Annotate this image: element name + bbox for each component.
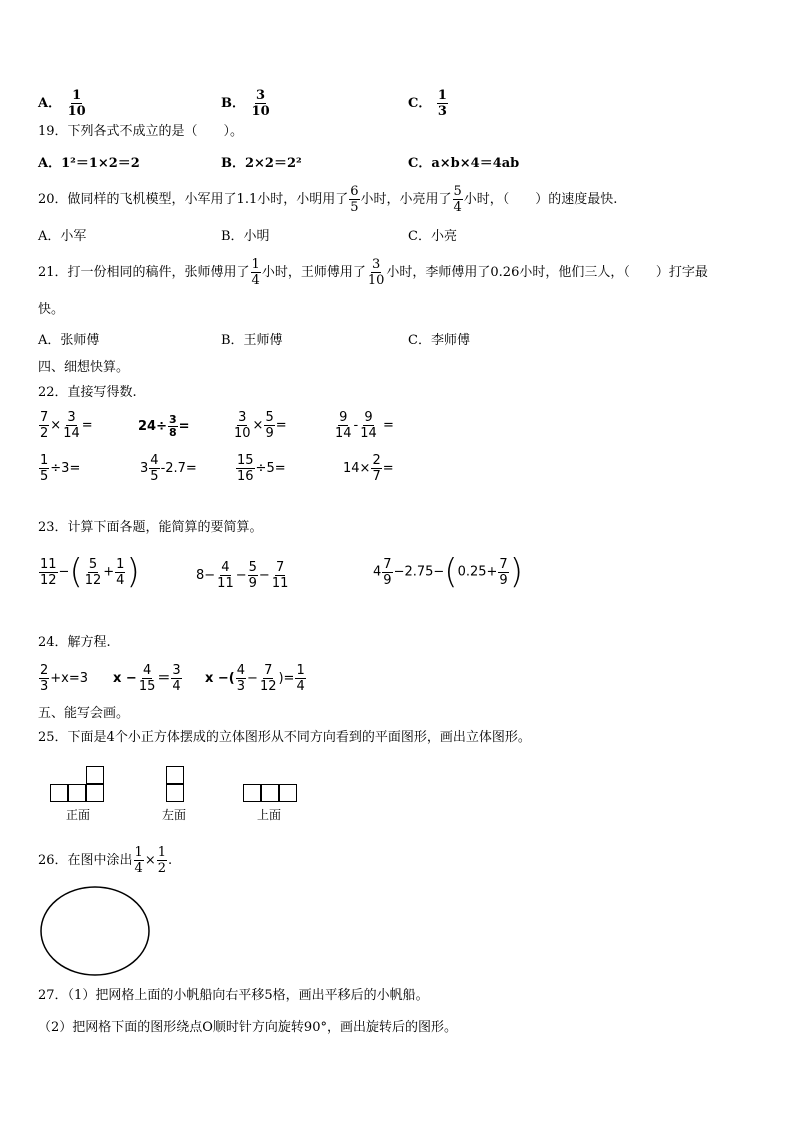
q27-part-2: （2）把网格下面的图形绕点O顺时针方向旋转90°，画出旋转后的图形。 xyxy=(38,1020,457,1035)
q22-stem: 22．直接写得数. xyxy=(38,385,137,400)
q22-expr-4: $\frac{9}{14}$ - $\frac{9}{14}$ = xyxy=(335,410,394,441)
q19-option-a: A．1²＝1×2＝2 xyxy=(38,156,140,171)
q27-part-1: 27．（1）把网格上面的小帆船向右平移5格，画出平移后的小帆船。 xyxy=(38,988,429,1003)
circle-figure xyxy=(38,885,154,979)
q24-eq-2: x − $\frac{4}{15}$ ＝ $\frac{3}{4}$ xyxy=(113,663,181,694)
q24-eq-1: $\frac{2}{3}$ +x=3 xyxy=(40,663,89,694)
q21-fraction-1: $\frac{1}{4}$ xyxy=(251,257,260,288)
section-4-heading: 四、细想快算。 xyxy=(38,360,130,375)
q19-option-b: B．2×2＝2² xyxy=(221,156,302,171)
left-view-caption: 左面 xyxy=(162,808,187,822)
q21-stem: 21．打一份相同的稿件，张师傅用了 $\frac{1}{4}$ 小时，王师傅用了 $\frac{3}{10}$ 小时，李师傅用了0.26小时，他们三人，（ ）打字最 xyxy=(38,257,708,288)
q18-c-fraction: $\frac{1}{3}$ xyxy=(437,88,447,119)
q23-expr-3: 4 $\frac{7}{9}$ −2.75−(0.25+ $\frac{7}{9}$ ) xyxy=(373,552,523,592)
q22-expr-2: 24÷ $\frac{3}{8}$ = xyxy=(138,413,190,439)
q25-stem: 25．下面是4个小正方体摆成的立体图形从不同方向看到的平面图形，画出立体图形。 xyxy=(38,730,531,745)
q18-b-fraction: $\frac{3}{10}$ xyxy=(251,88,270,119)
q22-expr-1: $\frac{7}{2}$ × $\frac{3}{14}$ = xyxy=(40,410,93,441)
q20-option-a: A．小军 xyxy=(38,229,87,244)
q18-option-c: C． $\frac{1}{3}$ xyxy=(408,88,447,119)
q22-expr-5: $\frac{1}{5}$ ÷3= xyxy=(40,453,81,484)
q19-option-c: C．a×b×4＝4ab xyxy=(408,156,520,171)
q21-fraction-2: $\frac{3}{10}$ xyxy=(367,257,385,288)
q23-expr-2: 8− $\frac{4}{11}$ − $\frac{5}{9}$ − $\frac{7}{11}$ xyxy=(196,560,289,591)
q20-fraction-2: $\frac{5}{4}$ xyxy=(453,184,462,215)
q24-eq-3: x −( $\frac{4}{3}$ − $\frac{7}{12}$ )= $\frac{1}{4}$ xyxy=(205,663,305,694)
q23-stem: 23．计算下面各题，能简算的要简算。 xyxy=(38,520,263,535)
q20-stem: 20．做同样的飞机模型，小军用了1.1小时，小明用了 $\frac{6}{5}$ 小时，小亮用了 $\frac{5}{4}$ 小时，（ ）的速度最快. xyxy=(38,184,618,215)
q20-fraction-1: $\frac{6}{5}$ xyxy=(350,184,359,215)
q20-option-c: C．小亮 xyxy=(408,229,457,244)
q22-expr-3: $\frac{3}{10}$ × $\frac{5}{9}$ = xyxy=(234,410,287,441)
q22-expr-7: $\frac{15}{16}$ ÷5= xyxy=(237,453,286,484)
q21-stem-cont: 快。 xyxy=(38,302,65,317)
q22-expr-6: 3 $\frac{4}{5}$ -2.7= xyxy=(140,453,197,484)
q18-option-a: A． $\frac{1}{10}$ xyxy=(38,88,86,119)
q19-stem: 19．下列各式不成立的是（ ）。 xyxy=(38,124,244,139)
q26-stem: 26．在图中涂出 $\frac{1}{4}$ × $\frac{1}{2}$ . xyxy=(38,845,173,876)
q21-option-b: B．王师傅 xyxy=(221,333,283,348)
q22-expr-8: 14× $\frac{2}{7}$ = xyxy=(343,453,394,484)
q18-a-fraction: $\frac{1}{10}$ xyxy=(67,88,86,119)
q24-stem: 24．解方程. xyxy=(38,635,111,650)
top-view-caption: 上面 xyxy=(257,808,282,822)
q20-option-b: B．小明 xyxy=(221,229,270,244)
section-5-heading: 五、能写会画。 xyxy=(38,706,130,721)
q23-expr-1: $\frac{11}{12}$ −( $\frac{5}{12}$ + $\frac{1}{4}$ ) xyxy=(40,552,140,592)
q21-option-a: A．张师傅 xyxy=(38,333,100,348)
q21-option-c: C．李师傅 xyxy=(408,333,470,348)
front-view-caption: 正面 xyxy=(66,808,91,822)
q18-option-b: B． $\frac{3}{10}$ xyxy=(221,88,270,119)
